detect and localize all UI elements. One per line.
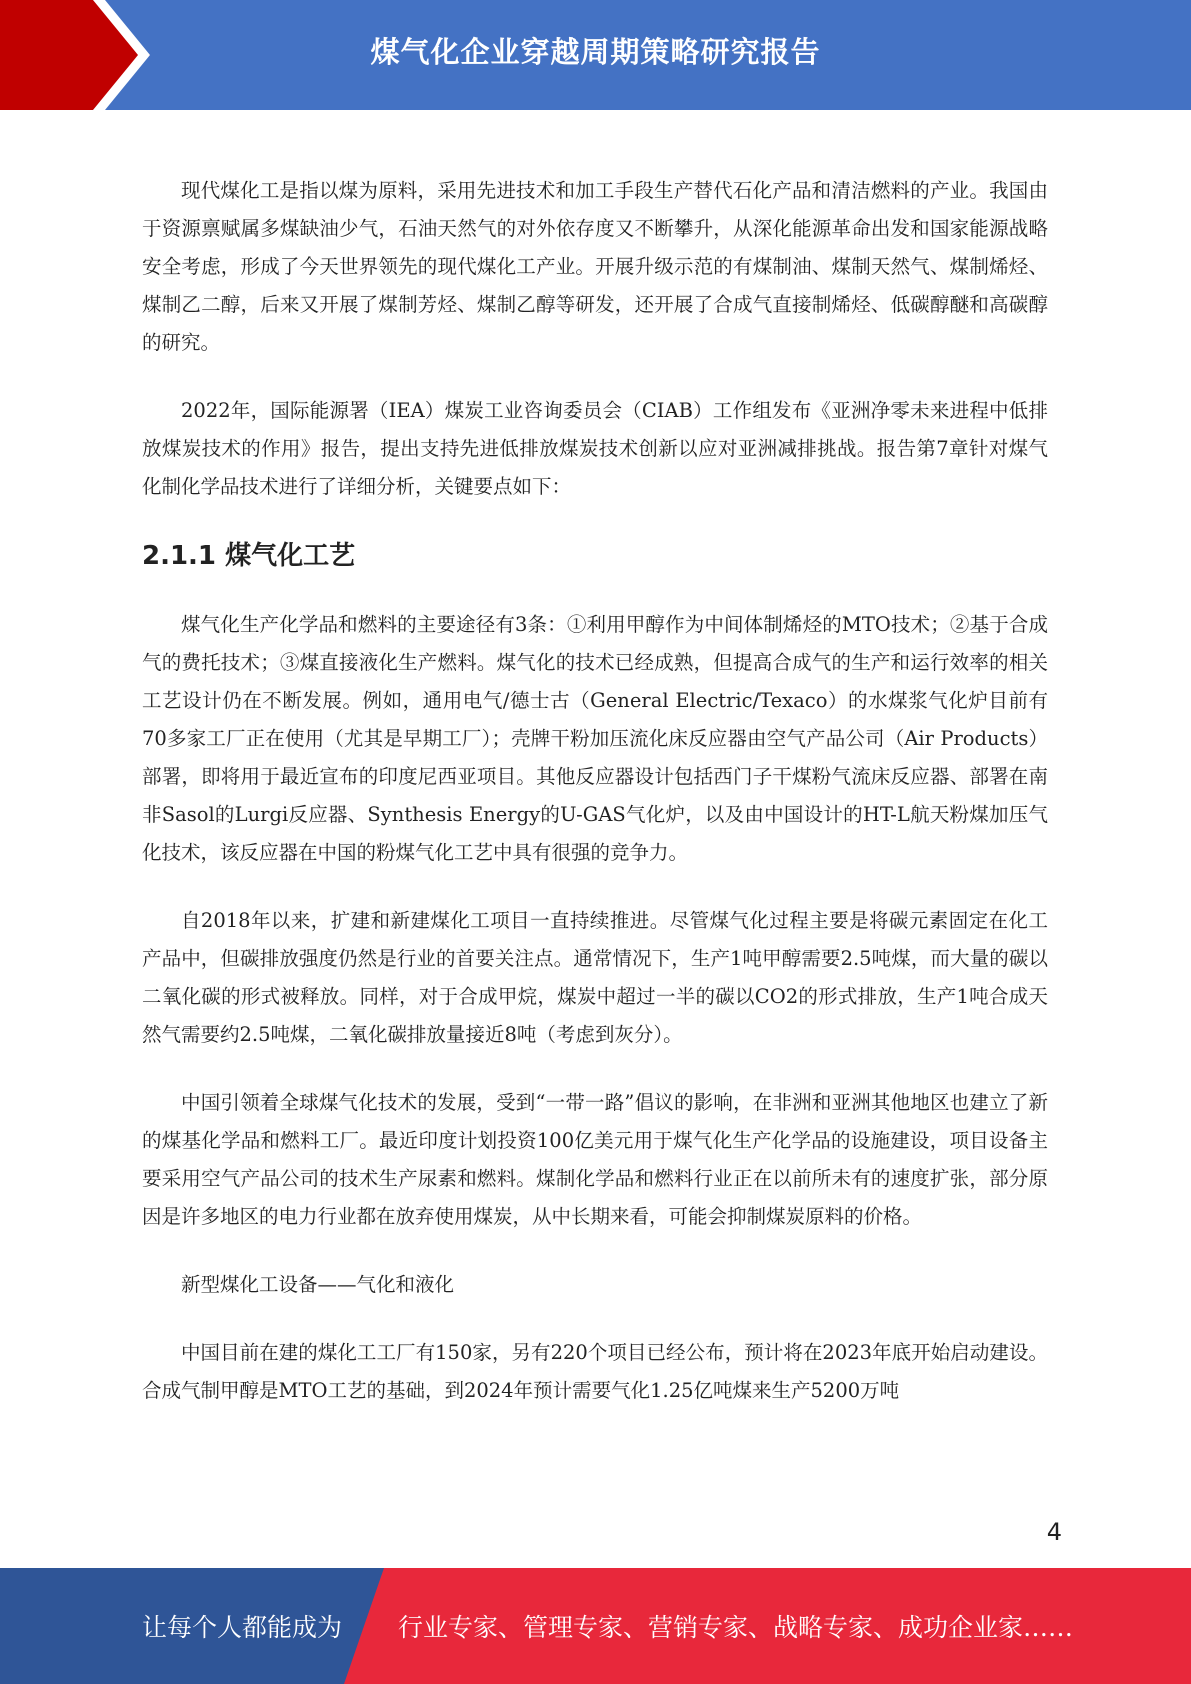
paragraph-iea-report: 2022年，国际能源署（IEA）煤炭工业咨询委员会（CIAB）工作组发布《亚洲净零未来进程中低排放煤炭技术的作用》报告，提出支持先进低排放煤炭技术创新以应对亚洲减排挑战。报告第7章针对煤气化制化学品技术进行了详细分析，关键要点如下：: [142, 399, 1048, 498]
page-body: [142, 172, 1048, 1440]
paragraph-projects: 中国目前在建的煤化工工厂有150家，另有220个项目已经公布，预计将在2023年底开始启动建设。合成气制甲醇是MTO工艺的基础，到2024年预计需要气化1.25亿吨煤来生产5200万吨: [142, 1341, 1048, 1402]
section-heading: 2.1.1 煤气化工艺: [142, 541, 356, 571]
paragraph-intro: 现代煤化工是指以煤为原料，采用先进技术和加工手段生产替代石化产品和清洁燃料的产业。我国由于资源禀赋属多煤缺油少气，石油天然气的对外依存度又不断攀升，从深化能源革命出发和国家能源战略安全考虑，形成了今天世界领先的现代煤化工产业。开展升级示范的有煤制油、煤制天然气、煤制烯烃、煤制乙二醇，后来又开展了煤制芳烃、煤制乙醇等研发，还开展了合成气直接制烯烃、低碳醇醚和高碳醇的研究。: [142, 179, 1048, 354]
page-footer: [0, 1568, 1191, 1684]
page-number: 4: [1046, 1518, 1062, 1546]
paragraph-gasification-routes: 煤气化生产化学品和燃料的主要途径有3条：①利用甲醇作为中间体制烯烃的MTO技术；②基于合成气的费托技术；③煤直接液化生产燃料。煤气化的技术已经成熟，但提高合成气的生产和运行效率的相关工艺设计仍在不断发展。例如，通用电气/德士古（General Electric/Texaco）的水煤浆气化炉目前有70多家工厂正在使用（尤其是早期工厂）；壳牌干粉加压流化床反应器由空气产品公司（Air Products）部署，即将用于最近宣布的印度尼西亚项目。其他反应器设计包括西门子干煤粉气流床反应器、部署在南非Sasol的Lurgi反应器、Synthesis Energy的U-GAS气化炉，以及由中国设计的HT-L航天粉煤加压气化技术，该反应器在中国的粉煤气化工艺中具有很强的竞争力。: [142, 613, 1048, 864]
paragraph-china-leadership: 中国引领着全球煤气化技术的发展，受到“一带一路”倡议的影响，在非洲和亚洲其他地区也建立了新的煤基化学品和燃料工厂。最近印度计划投资100亿美元用于煤气化生产化学品的设施建设，项目设备主要采用空气产品公司的技术生产尿素和燃料。煤制化学品和燃料行业正在以前所未有的速度扩张，部分原因是许多地区的电力行业都在放弃使用煤炭，从中长期来看，可能会抑制煤炭原料的价格。: [142, 1091, 1048, 1228]
report-title: 煤气化企业穿越周期策略研究报告: [370, 34, 821, 69]
subheading-new-equipment: 新型煤化工设备——气化和液化: [181, 1273, 455, 1296]
page-header: [0, 0, 1191, 110]
footer-slogan-left: 让每个人都能成为: [142, 1613, 343, 1642]
paragraph-carbon-emissions: 自2018年以来，扩建和新建煤化工项目一直持续推进。尽管煤气化过程主要是将碳元素固定在化工产品中，但碳排放强度仍然是行业的首要关注点。通常情况下，生产1吨甲醇需要2.5吨煤，而大量的碳以二氧化碳的形式被释放。同样，对于合成甲烷，煤炭中超过一半的碳以CO2的形式排放，生产1吨合成天然气需要约2.5吨煤，二氧化碳排放量接近8吨（考虑到灰分）。: [142, 909, 1048, 1046]
footer-slogan-right: 行业专家、管理专家、营销专家、战略专家、成功企业家……: [398, 1613, 1074, 1642]
